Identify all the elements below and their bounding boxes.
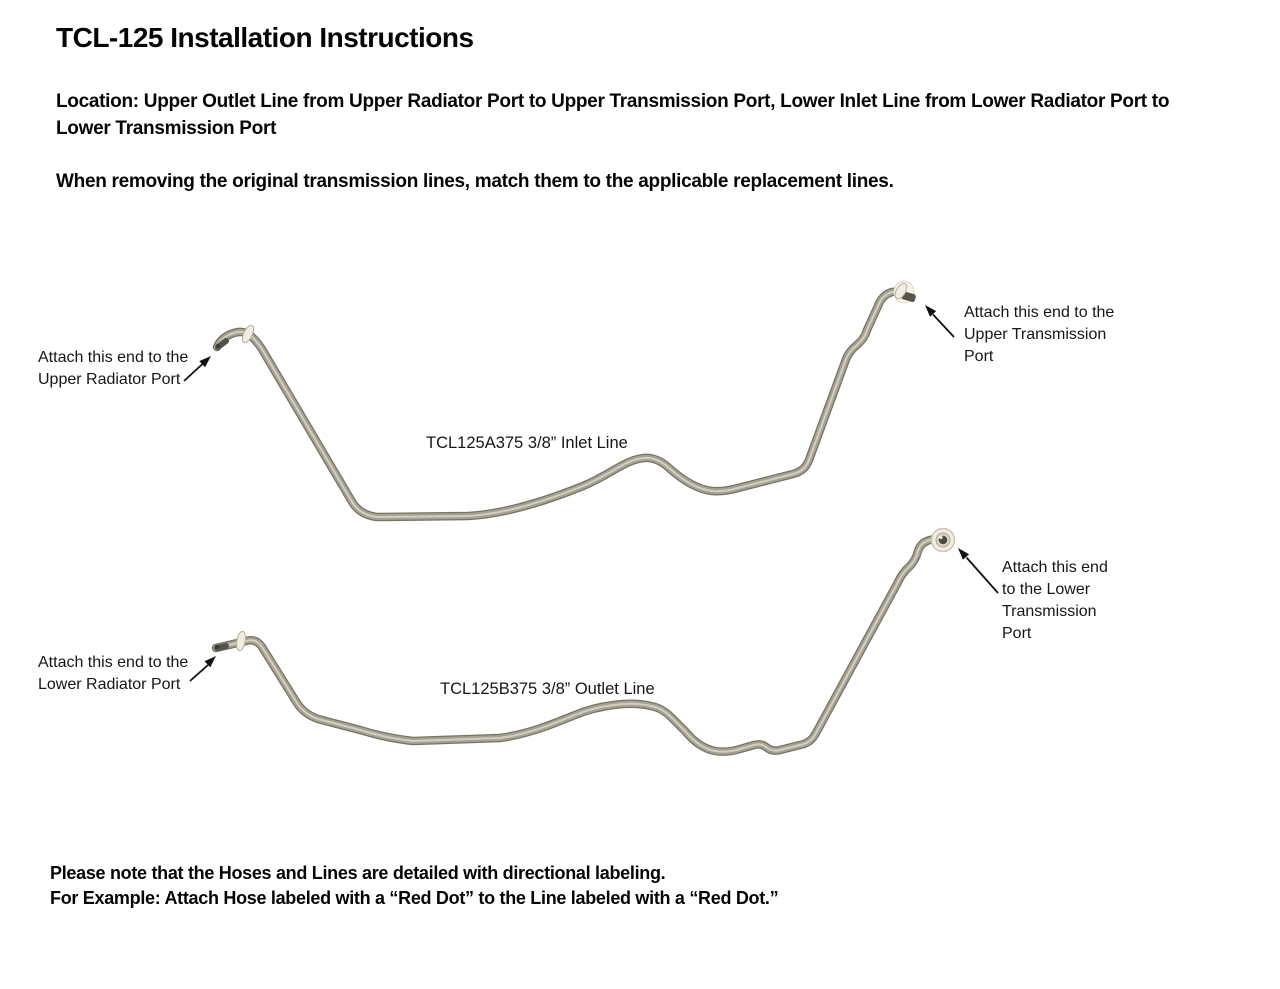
outlet-radiator-tip-opening [215,645,219,649]
outlet-line-tube [216,539,934,752]
footer-note-line1: Please note that the Hoses and Lines are detailed with directional labeling. [50,863,666,883]
page-title: TCL-125 Installation Instructions [56,22,474,53]
callout-upper-radiator: Attach this end to the Upper Radiator Port [38,349,189,388]
inlet-line-part-label: TCL125A375 3/8” Inlet Line [426,434,628,452]
outlet-transmission-glint [939,536,942,539]
footer-note [50,861,778,911]
inlet-tube-highlight [217,291,901,517]
arrow-shaft [933,315,954,338]
outlet-transmission-fitting [932,529,955,552]
arrow-shaft [967,558,999,594]
arrow-to-lower-transmission-port [958,548,998,593]
inlet-tube-outline [217,291,901,517]
removal-instruction: When removing the original transmission lines, match them to the applicable replacement lines. [56,171,894,192]
inlet-radiator-tip-opening [216,344,220,348]
outlet-line-part-label: TCL125B375 3/8” Outlet Line [440,680,655,698]
outlet-radiator-ring [235,631,247,652]
callout-upper-transmission: Attach this end to the Upper Transmission Port [964,304,1115,365]
inlet-transmission-fitting [893,281,917,303]
callout-lower-radiator: Attach this end to the Lower Radiator Port [38,654,189,693]
inlet-tube-body [217,291,901,517]
location-heading: Location: Upper Outlet Line from Upper Radiator Port to Upper Transmission Port, Lower Inlet Line from Lower Radiator Port to Lower Transmission Port [56,91,1170,139]
callout-lower-transmission: Attach this end to the Lower Transmission Port [1002,559,1108,642]
arrow-to-upper-transmission-port [925,305,954,337]
footer-note-line2: For Example: Attach Hose labeled with a “Red Dot” to the Line labeled with a “Red Dot.” [50,888,779,908]
inlet-line-tube [217,291,901,517]
